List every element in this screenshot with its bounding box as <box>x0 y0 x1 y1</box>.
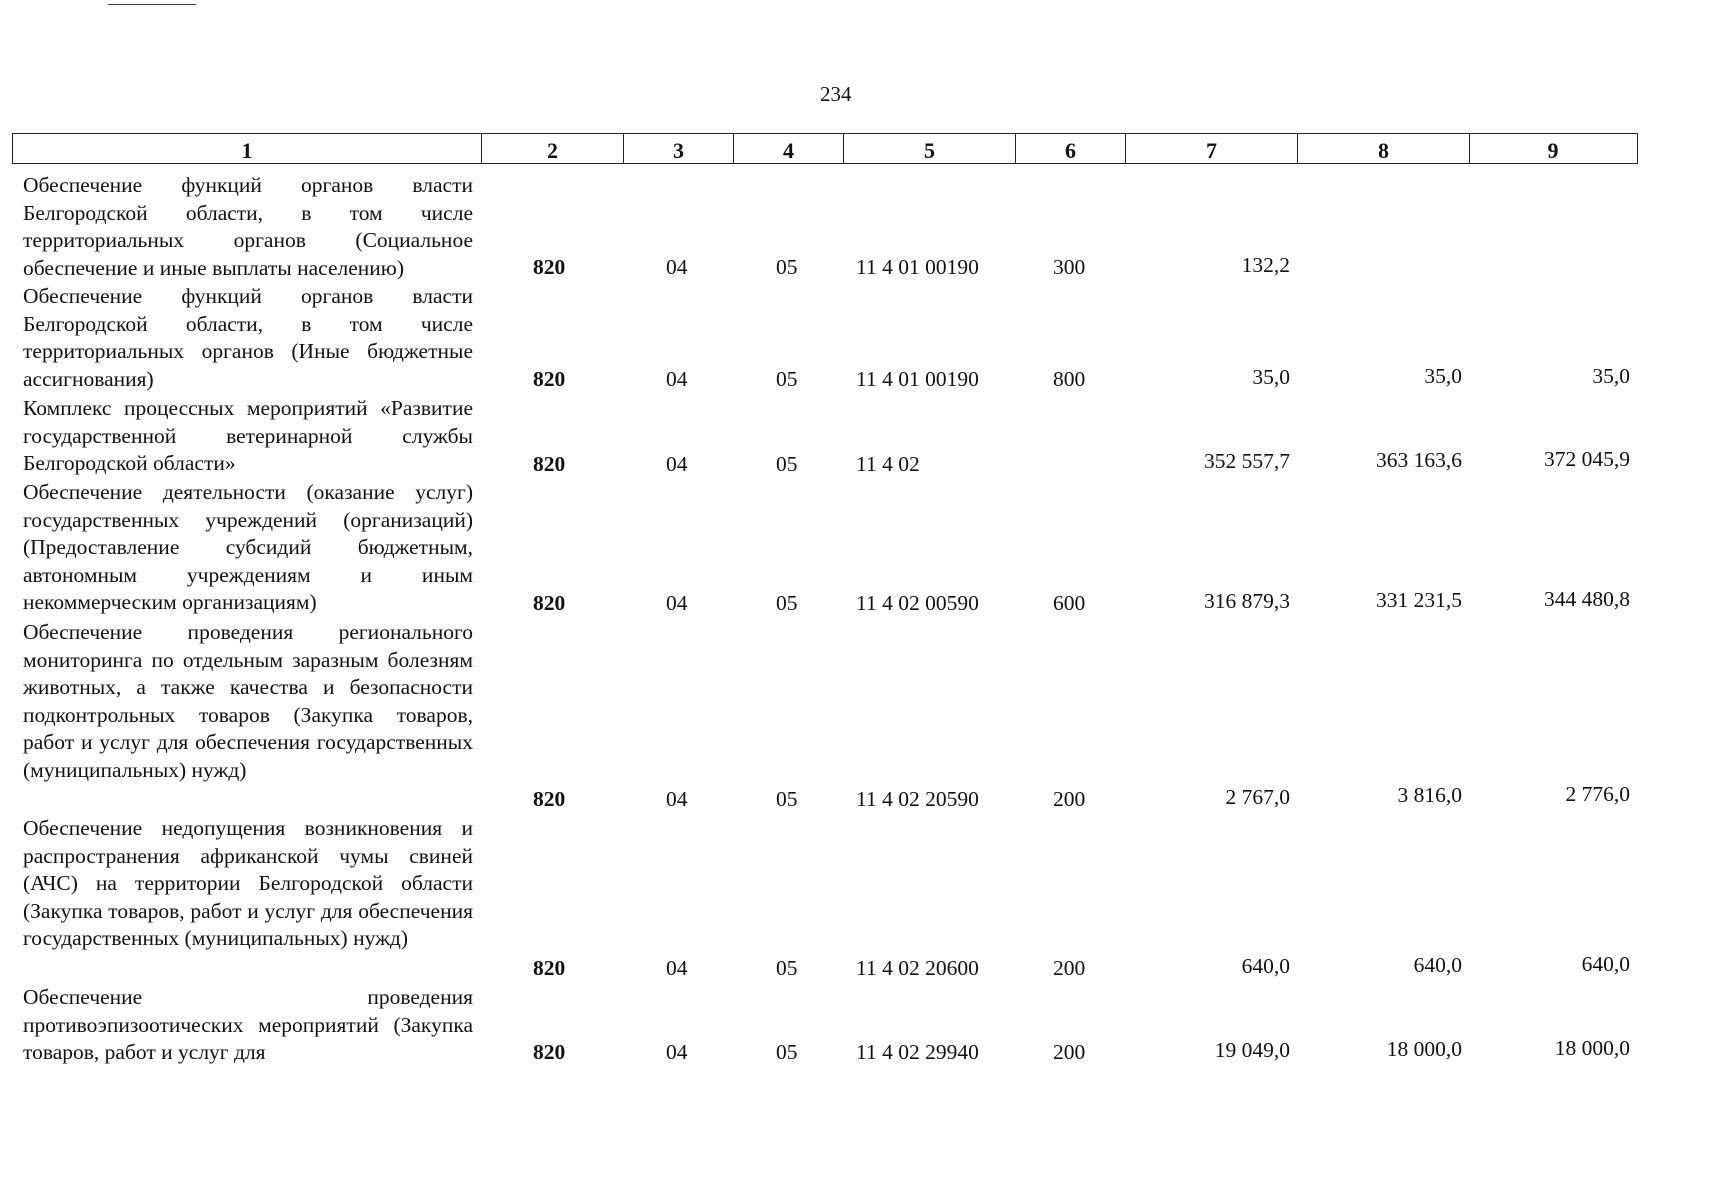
column-header-6: 6 <box>1015 134 1125 163</box>
row-amount-year1: 132,2 <box>1241 253 1290 277</box>
top-rule <box>108 4 196 5</box>
row-amount-year3: 372 045,9 <box>1544 447 1630 471</box>
row-department-code: 820 <box>533 591 566 615</box>
row-department-code: 820 <box>533 452 566 476</box>
row-target-article: 11 4 01 00190 <box>856 367 979 391</box>
column-header-2: 2 <box>481 134 623 163</box>
row-section: 04 <box>666 1040 688 1064</box>
row-target-article: 11 4 02 <box>856 452 920 476</box>
row-subsection: 05 <box>776 367 798 391</box>
row-section: 04 <box>666 787 688 811</box>
row-subsection: 05 <box>776 1040 798 1064</box>
row-amount-year3: 640,0 <box>1581 952 1630 976</box>
row-amount-year1: 35,0 <box>1252 365 1290 389</box>
row-subsection: 05 <box>776 787 798 811</box>
row-amount-year3: 35,0 <box>1592 364 1630 388</box>
row-description: Обеспечение функций органов власти Белгородской области, в том числе территориальных органов (Социальное обеспечение и иные выплаты населению) <box>23 173 473 280</box>
row-amount-year3: 2 776,0 <box>1565 782 1630 806</box>
row-amount-year2: 363 163,6 <box>1376 448 1462 472</box>
row-amount-year1: 352 557,7 <box>1204 449 1290 473</box>
row-amount-year1: 2 767,0 <box>1225 785 1290 809</box>
row-amount-year2: 35,0 <box>1424 364 1462 388</box>
row-amount-year1: 316 879,3 <box>1204 589 1290 613</box>
row-target-article: 11 4 02 20600 <box>856 956 979 980</box>
row-section: 04 <box>666 956 688 980</box>
row-department-code: 820 <box>533 367 566 391</box>
row-target-article: 11 4 02 29940 <box>856 1040 979 1064</box>
column-header-8: 8 <box>1297 134 1469 163</box>
row-department-code: 820 <box>533 1040 566 1064</box>
column-header-4: 4 <box>733 134 843 163</box>
page-number: 234 <box>820 82 852 106</box>
row-description: Обеспечение недопущения возникновения и распространения африканской чумы свиней (АЧС) на территории Белгородской области (Закупка товаров, работ и услуг для обеспечения государственных (муниципальных) нужд) <box>23 816 473 951</box>
row-subsection: 05 <box>776 255 798 279</box>
column-header-1: 1 <box>241 138 253 163</box>
row-amount-year1: 19 049,0 <box>1214 1038 1290 1062</box>
table-header <box>12 133 1638 164</box>
row-expense-type: 200 <box>1053 956 1086 980</box>
row-target-article: 11 4 01 00190 <box>856 255 979 279</box>
row-description: Комплекс процессных мероприятий «Развитие государственной ветеринарной службы Белгородской области» <box>23 396 473 476</box>
row-amount-year1: 640,0 <box>1241 954 1290 978</box>
row-expense-type: 200 <box>1053 787 1086 811</box>
row-expense-type: 200 <box>1053 1040 1086 1064</box>
row-amount-year3: 18 000,0 <box>1554 1036 1630 1060</box>
row-description: Обеспечение функций органов власти Белгородской области, в том числе территориальных органов (Иные бюджетные ассигнования) <box>23 284 473 391</box>
row-section: 04 <box>666 255 688 279</box>
column-header-5: 5 <box>843 134 1015 163</box>
row-amount-year2: 3 816,0 <box>1397 783 1462 807</box>
row-subsection: 05 <box>776 591 798 615</box>
row-section: 04 <box>666 367 688 391</box>
row-department-code: 820 <box>533 787 566 811</box>
row-description: Обеспечение проведения противоэпизоотических мероприятий (Закупка товаров, работ и услуг для <box>23 985 473 1065</box>
row-expense-type: 800 <box>1053 367 1086 391</box>
row-amount-year2: 640,0 <box>1413 953 1462 977</box>
row-department-code: 820 <box>533 956 566 980</box>
column-header-9: 9 <box>1469 134 1636 163</box>
row-section: 04 <box>666 452 688 476</box>
row-description: Обеспечение проведения регионального мониторинга по отдельным заразным болезням животных, а также качества и безопасности подконтрольных товаров (Закупка товаров, работ и услуг для обеспечения государственных (муниципальных) нужд) <box>23 620 473 782</box>
column-header-3: 3 <box>623 134 733 163</box>
row-section: 04 <box>666 591 688 615</box>
row-expense-type: 600 <box>1053 591 1086 615</box>
row-amount-year2: 331 231,5 <box>1376 588 1462 612</box>
row-expense-type: 300 <box>1053 255 1086 279</box>
row-amount-year2: 18 000,0 <box>1386 1037 1462 1061</box>
row-amount-year3: 344 480,8 <box>1544 587 1630 611</box>
row-target-article: 11 4 02 20590 <box>856 787 979 811</box>
row-target-article: 11 4 02 00590 <box>856 591 979 615</box>
row-description: Обеспечение деятельности (оказание услуг) государственных учреждений (организаций) (Предоставление субсидий бюджетным, автономным учреждениям и иным некоммерческим организациям) <box>23 480 473 615</box>
row-department-code: 820 <box>533 255 566 279</box>
row-subsection: 05 <box>776 956 798 980</box>
column-header-7: 7 <box>1125 134 1297 163</box>
row-subsection: 05 <box>776 452 798 476</box>
